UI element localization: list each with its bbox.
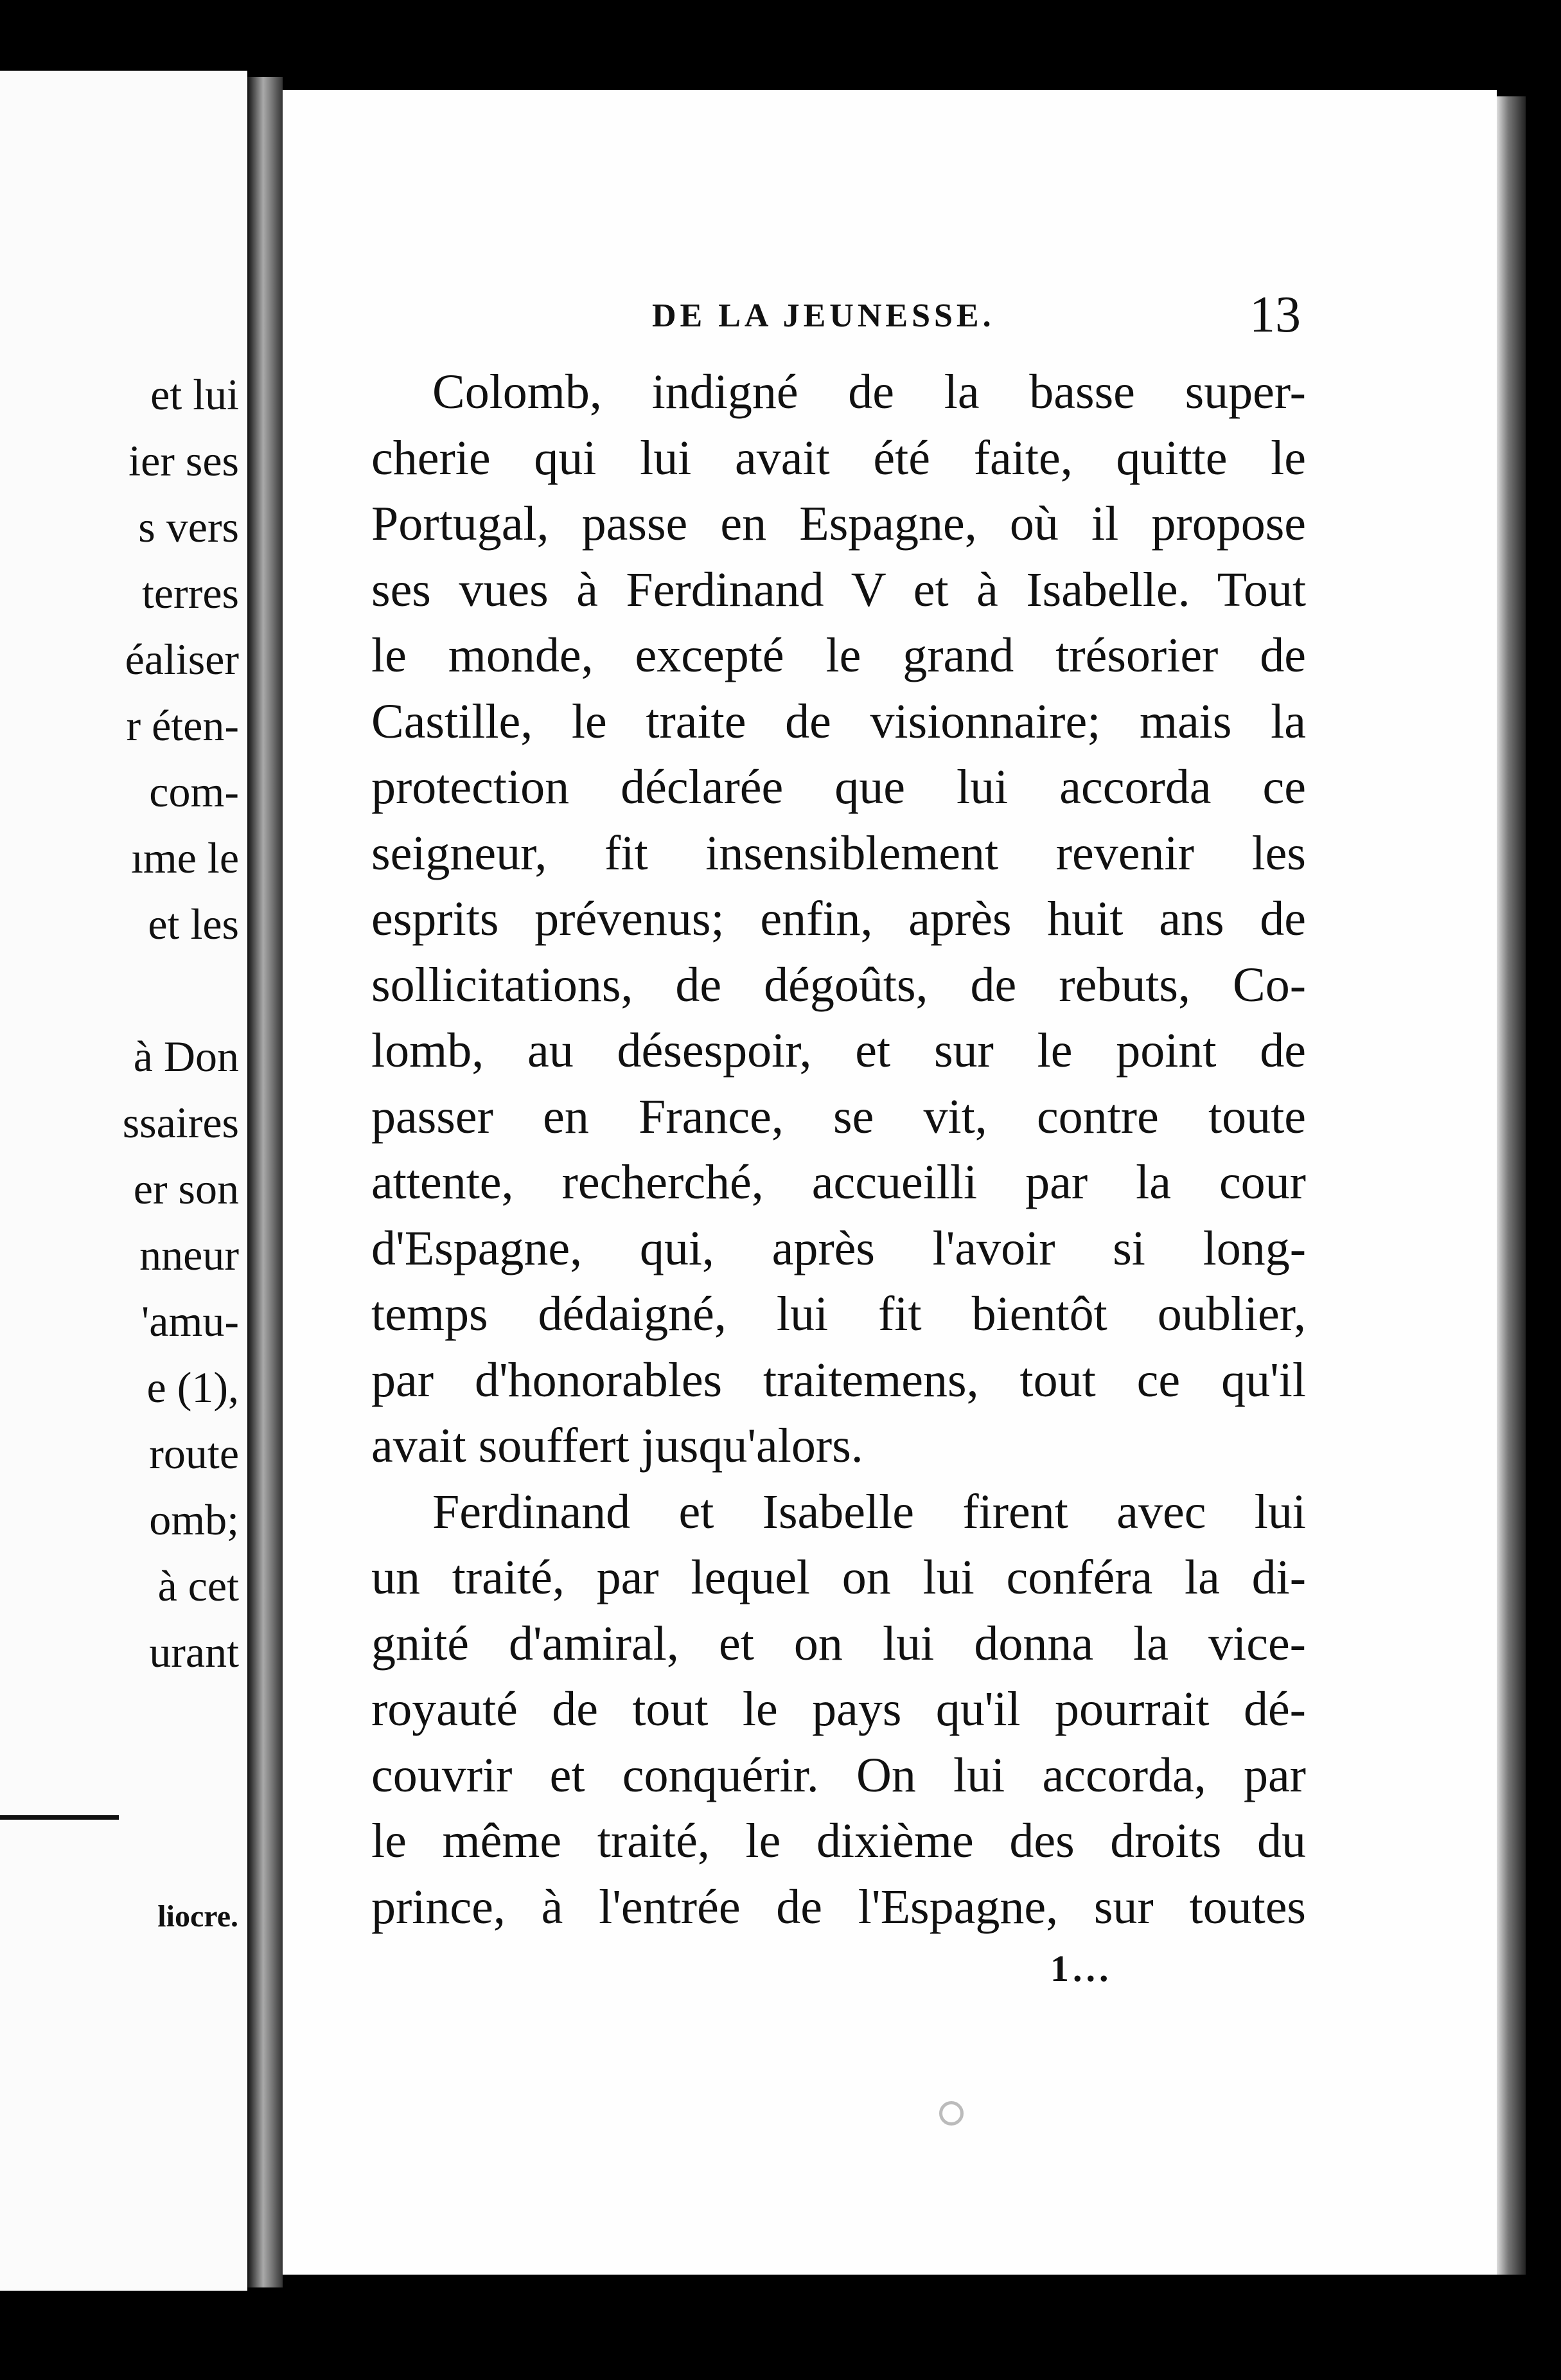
left-page bbox=[0, 71, 247, 2291]
text-line: d'Espagne, qui, après l'avoir si long- bbox=[371, 1221, 1306, 1275]
left-text-line: à Don bbox=[133, 1032, 239, 1081]
left-text-line: à cet bbox=[157, 1561, 239, 1610]
page-number: 13 bbox=[1249, 287, 1301, 343]
text-line: le même traité, le dixième des droits du bbox=[371, 1814, 1306, 1868]
text-line: couvrir et conquérir. On lui accorda, par bbox=[371, 1748, 1306, 1802]
text-line: temps dédaigné, lui fit bientôt oublier, bbox=[371, 1287, 1306, 1341]
left-text-line: com- bbox=[149, 767, 239, 816]
left-text-line: route bbox=[149, 1429, 239, 1478]
text-line: le monde, excepté le grand trésorier de bbox=[371, 628, 1306, 682]
text-line: prince, à l'entrée de l'Espagne, sur toutes bbox=[371, 1879, 1306, 1934]
paper-stain bbox=[939, 2101, 964, 2126]
text-line: un traité, par lequel on lui conféra la di- bbox=[371, 1550, 1306, 1604]
text-line: Castille, le traite de visionnaire; mais la bbox=[371, 694, 1306, 749]
text-line: avait souffert jusqu'alors. bbox=[371, 1419, 863, 1473]
left-text-line: nneur bbox=[139, 1230, 239, 1279]
footnote-rule bbox=[0, 1815, 119, 1820]
left-text-line: urant bbox=[149, 1628, 239, 1676]
left-text-line: terres bbox=[141, 569, 239, 617]
text-line: ses vues à Ferdinand V et à Isabelle. Tout bbox=[371, 562, 1306, 617]
left-text-line: er son bbox=[133, 1164, 239, 1213]
text-line: cherie qui lui avait été faite, quitte le bbox=[371, 431, 1306, 485]
text-line: seigneur, fit insensiblement revenir les bbox=[371, 826, 1306, 880]
left-text-line: ıme le bbox=[130, 833, 239, 882]
running-head: DE LA JEUNESSE. bbox=[652, 298, 995, 334]
text-line: royauté de tout le pays qu'il pourrait dé- bbox=[371, 1682, 1306, 1736]
left-text-line: ssaires bbox=[122, 1098, 239, 1147]
book-gutter bbox=[247, 77, 283, 2287]
left-text-line: et lui bbox=[150, 370, 239, 419]
text-line: Colomb, indigné de la basse super- bbox=[432, 365, 1306, 419]
left-text-line: et les bbox=[148, 900, 239, 948]
text-line: lomb, au désespoir, et sur le point de bbox=[371, 1024, 1306, 1078]
page-edge bbox=[1497, 96, 1526, 2275]
text-line: gnité d'amiral, et on lui donna la vice- bbox=[371, 1616, 1306, 1671]
text-line: attente, recherché, accueilli par la cour bbox=[371, 1155, 1306, 1209]
left-text-line: r éten- bbox=[126, 701, 239, 750]
left-text-line: s vers bbox=[138, 502, 239, 551]
left-footnote: liocre. bbox=[157, 1899, 238, 1933]
left-text-line: ier ses bbox=[128, 436, 239, 485]
left-text-line: 'amu- bbox=[141, 1297, 239, 1345]
text-line: passer en France, se vit, contre toute bbox=[371, 1089, 1306, 1144]
left-text-line: omb; bbox=[149, 1495, 239, 1544]
left-text-line: éaliser bbox=[125, 635, 239, 684]
text-line: sollicitations, de dégoûts, de rebuts, Co- bbox=[371, 957, 1306, 1012]
text-line: esprits prévenus; enfin, après huit ans de bbox=[371, 892, 1306, 946]
text-line: Portugal, passe en Espagne, où il propose bbox=[371, 497, 1306, 551]
left-text-line: e (1), bbox=[146, 1363, 239, 1412]
text-line: Ferdinand et Isabelle firent avec lui bbox=[432, 1484, 1306, 1539]
text-line: par d'honorables traitemens, tout ce qu'il bbox=[371, 1353, 1306, 1407]
text-line: protection déclarée que lui accorda ce bbox=[371, 760, 1306, 814]
signature-mark: 1... bbox=[1050, 1948, 1113, 1989]
